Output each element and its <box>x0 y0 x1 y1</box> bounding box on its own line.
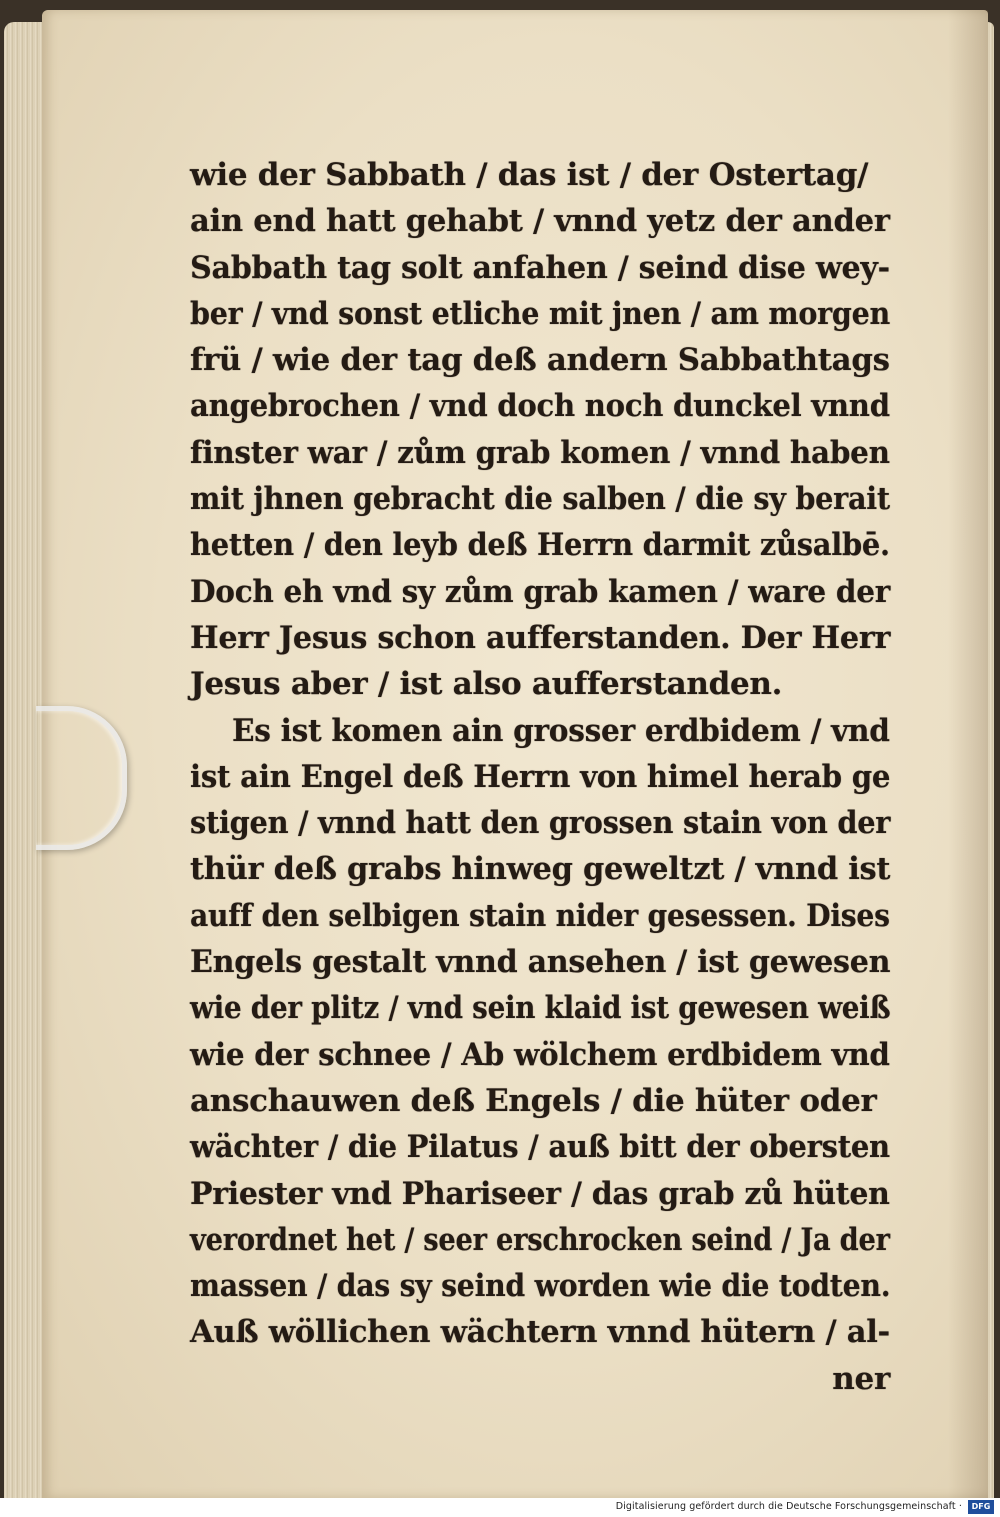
page-clip <box>36 706 127 850</box>
text-line: Jesus aber / ist also aufferstanden. <box>190 666 783 703</box>
dfg-logo: DFG <box>968 1500 994 1514</box>
text-line: finster war / zům grab komen / vnnd haben <box>190 434 890 471</box>
text-line: hetten / den leyb deß Herrn darmit zůsalbē. <box>190 527 890 564</box>
text-line: angebrochen / vnd doch noch dunckel vnnd <box>190 388 890 425</box>
text-line: verordnet het / seer erschrocken seind / Ja der <box>190 1221 890 1258</box>
text-line: Priester vnd Phariseer / das grab zů hüten <box>190 1175 890 1212</box>
text-line: massen / das sy seind worden wie die todten. <box>190 1268 891 1305</box>
text-line: mit jhnen gebracht die salben / die sy berait <box>190 481 890 518</box>
text-line: Herr Jesus schon aufferstanden. Der Herr <box>190 619 891 656</box>
text-line: ist ain Engel deß Herrn von himel herab ge <box>190 758 891 795</box>
text-line: Sabbath tag solt anfahen / seind dise wey- <box>190 249 890 286</box>
text-line: Engels gestalt vnnd ansehen / ist gewesen <box>190 944 891 981</box>
text-line: wächter / die Pilatus / auß bitt der obersten <box>190 1129 890 1166</box>
text-line: stigen / vnnd hatt den grossen stain von der <box>190 805 891 842</box>
text-line: Doch eh vnd sy zům grab kamen / ware der <box>190 573 891 610</box>
text-line: ber / vnd sonst etliche mit jnen / am morgen <box>190 295 891 332</box>
footer-bar <box>0 1498 1000 1517</box>
text-line: Es ist komen ain grosser erdbidem / vnd <box>232 712 890 749</box>
catchword: ner <box>832 1360 890 1397</box>
text-line: wie der plitz / vnd sein klaid ist gewesen weiß <box>190 990 891 1027</box>
text-line: wie der Sabbath / das ist / der Ostertag/ <box>190 157 869 193</box>
text-line: Auß wöllichen wächtern vnnd hütern / al- <box>190 1314 890 1351</box>
text-line: auff den selbigen stain nider gesessen. Dises <box>190 897 890 934</box>
footer-credit: Digitalisierung gefördert durch die Deutsche Forschungsgemeinschaft · <box>615 1501 962 1512</box>
text-line: thür deß grabs hinweg geweltzt / vnnd ist <box>190 851 891 888</box>
text-block <box>190 152 910 1402</box>
text-line: frü / wie der tag deß andern Sabbathtags <box>190 342 890 379</box>
text-line: anschauwen deß Engels / die hüter oder <box>190 1082 877 1119</box>
text-line: wie der schnee / Ab wölchem erdbidem vnd <box>190 1036 890 1073</box>
text-line: ain end hatt gehabt / vnnd yetz der ander <box>190 203 890 240</box>
